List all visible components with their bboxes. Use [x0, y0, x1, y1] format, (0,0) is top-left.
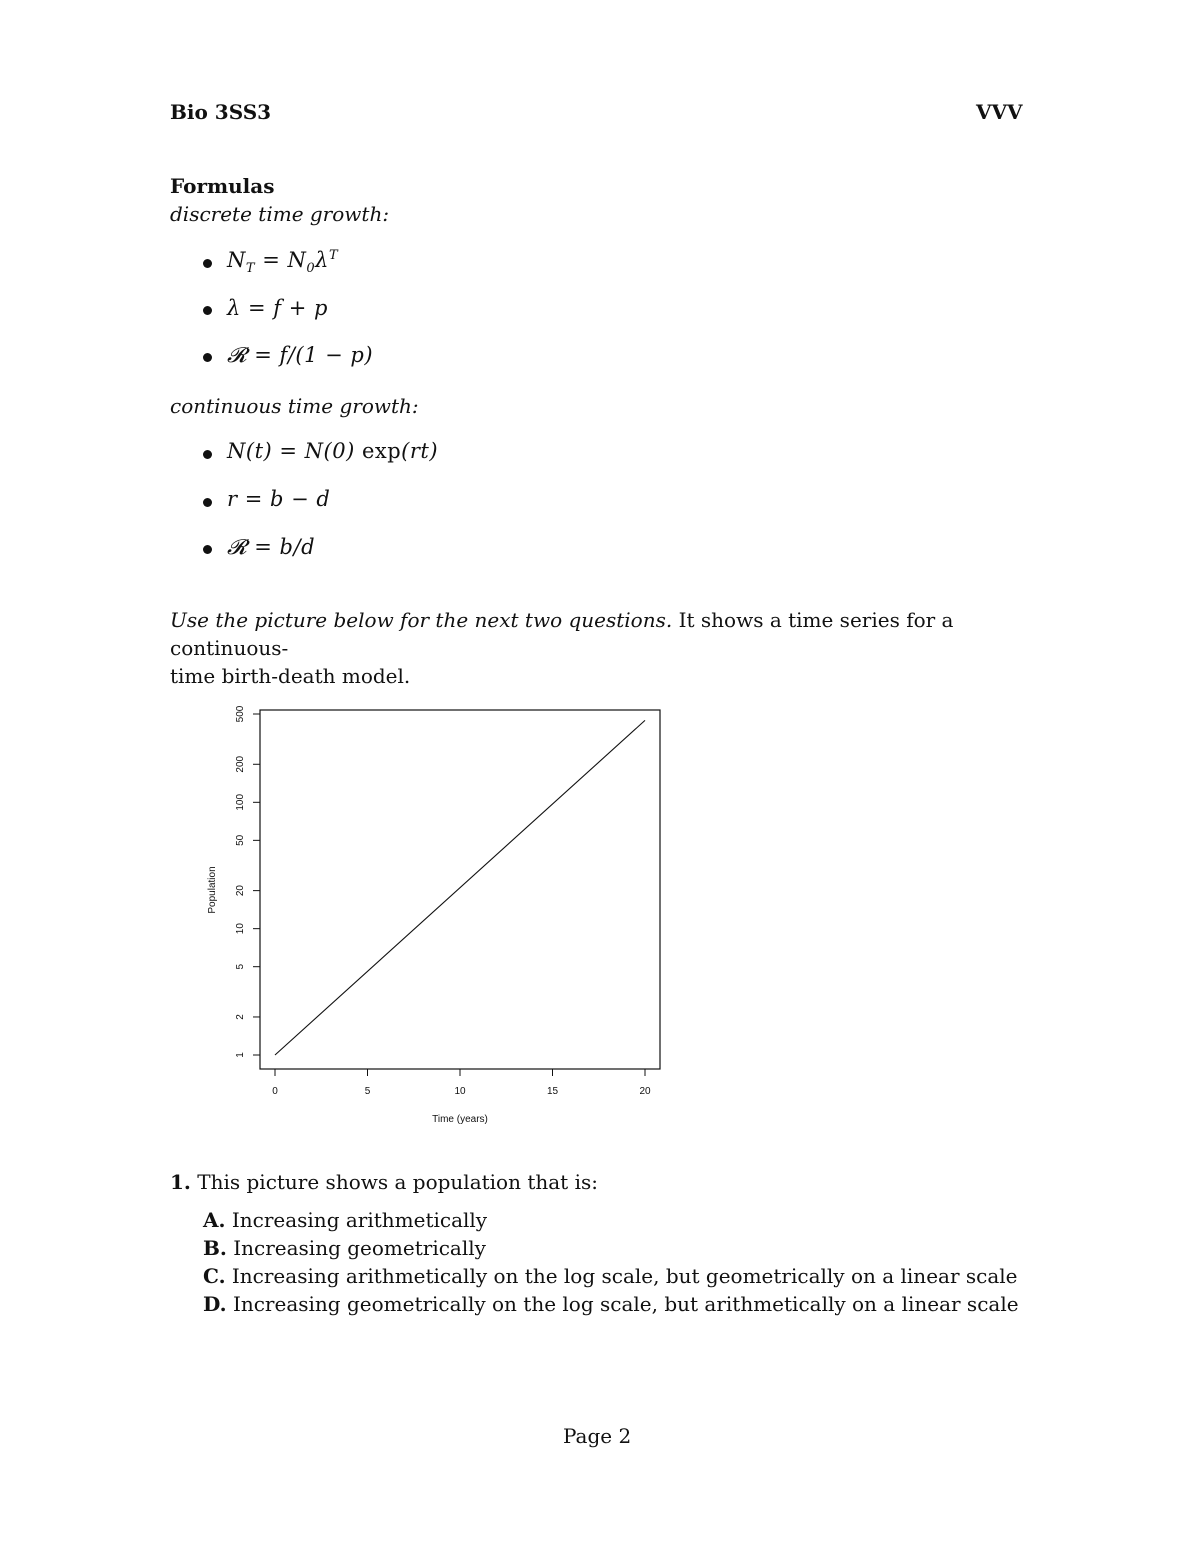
x-tick-label: 20 — [639, 1086, 651, 1097]
formula-continuous-growth: N(t) = N(0) exp(rt) — [227, 439, 439, 463]
option-b[interactable] — [203, 1236, 486, 1260]
page-number: Page 2 — [563, 1424, 632, 1448]
formulas-title: Formulas — [170, 174, 275, 198]
population-series-line — [275, 720, 645, 1055]
option-text: Increasing arithmetically on the log scale, but geometrically on a linear scale — [231, 1264, 1018, 1288]
formula-r0-continuous: 𝓡 = b/d — [227, 535, 316, 559]
question-number: 1. — [170, 1170, 191, 1194]
course-code: Bio 3SS3 — [170, 100, 272, 124]
y-axis-label: Population — [207, 866, 218, 914]
question-text: This picture shows a population that is: — [197, 1170, 598, 1194]
option-a[interactable] — [203, 1208, 487, 1232]
bullet-icon — [203, 353, 212, 362]
option-letter: D. — [203, 1292, 227, 1316]
bullet-icon — [203, 545, 212, 554]
y-tick-label: 50 — [235, 834, 246, 846]
y-tick-label: 10 — [235, 923, 246, 935]
option-text: Increasing geometrically — [233, 1236, 486, 1260]
intro-line2: time birth-death model. — [170, 664, 411, 688]
plot-frame — [260, 710, 660, 1069]
intro-paragraph — [170, 606, 1040, 690]
option-letter: A. — [203, 1208, 226, 1232]
intro-italic: Use the picture below for the next two questions. — [170, 608, 673, 632]
y-tick-label: 2 — [235, 1014, 246, 1020]
option-letter: B. — [203, 1236, 227, 1260]
y-tick-label: 100 — [235, 793, 246, 811]
x-tick-label: 10 — [454, 1086, 466, 1097]
option-letter: C. — [203, 1264, 226, 1288]
y-tick-label: 20 — [235, 885, 246, 897]
y-tick-label: 200 — [235, 755, 246, 773]
population-chart — [195, 700, 675, 1140]
formula-r: r = b − d — [227, 487, 331, 511]
bullet-icon — [203, 450, 212, 459]
question-1 — [170, 1170, 598, 1194]
bullet-icon — [203, 498, 212, 507]
x-tick-label: 5 — [364, 1086, 371, 1097]
formula-discrete-growth: $N_T = N_0\lambda^T$ — [227, 248, 339, 277]
discrete-heading: discrete time growth: — [170, 202, 390, 226]
intro-rest: It shows a time series for a continuous- — [170, 608, 954, 660]
formula-r0-discrete: 𝓡 = f/(1 − p) — [227, 343, 374, 367]
bullet-icon — [203, 259, 212, 268]
option-d[interactable] — [203, 1292, 1019, 1316]
x-axis-label: Time (years) — [432, 1114, 488, 1125]
x-tick-label: 15 — [546, 1086, 559, 1097]
bullet-icon — [203, 306, 212, 315]
y-tick-label: 1 — [235, 1052, 246, 1058]
y-tick-label: 5 — [235, 963, 246, 970]
y-tick-label: 500 — [235, 705, 246, 723]
option-c[interactable] — [203, 1264, 1018, 1288]
continuous-heading: continuous time growth: — [170, 394, 419, 418]
exam-version: VVV — [976, 100, 1023, 124]
x-tick-label: 0 — [272, 1086, 278, 1097]
option-text: Increasing geometrically on the log scale, but arithmetically on a linear scale — [232, 1292, 1019, 1316]
formula-lambda: λ = f + p — [227, 296, 328, 320]
option-text: Increasing arithmetically — [231, 1208, 488, 1232]
